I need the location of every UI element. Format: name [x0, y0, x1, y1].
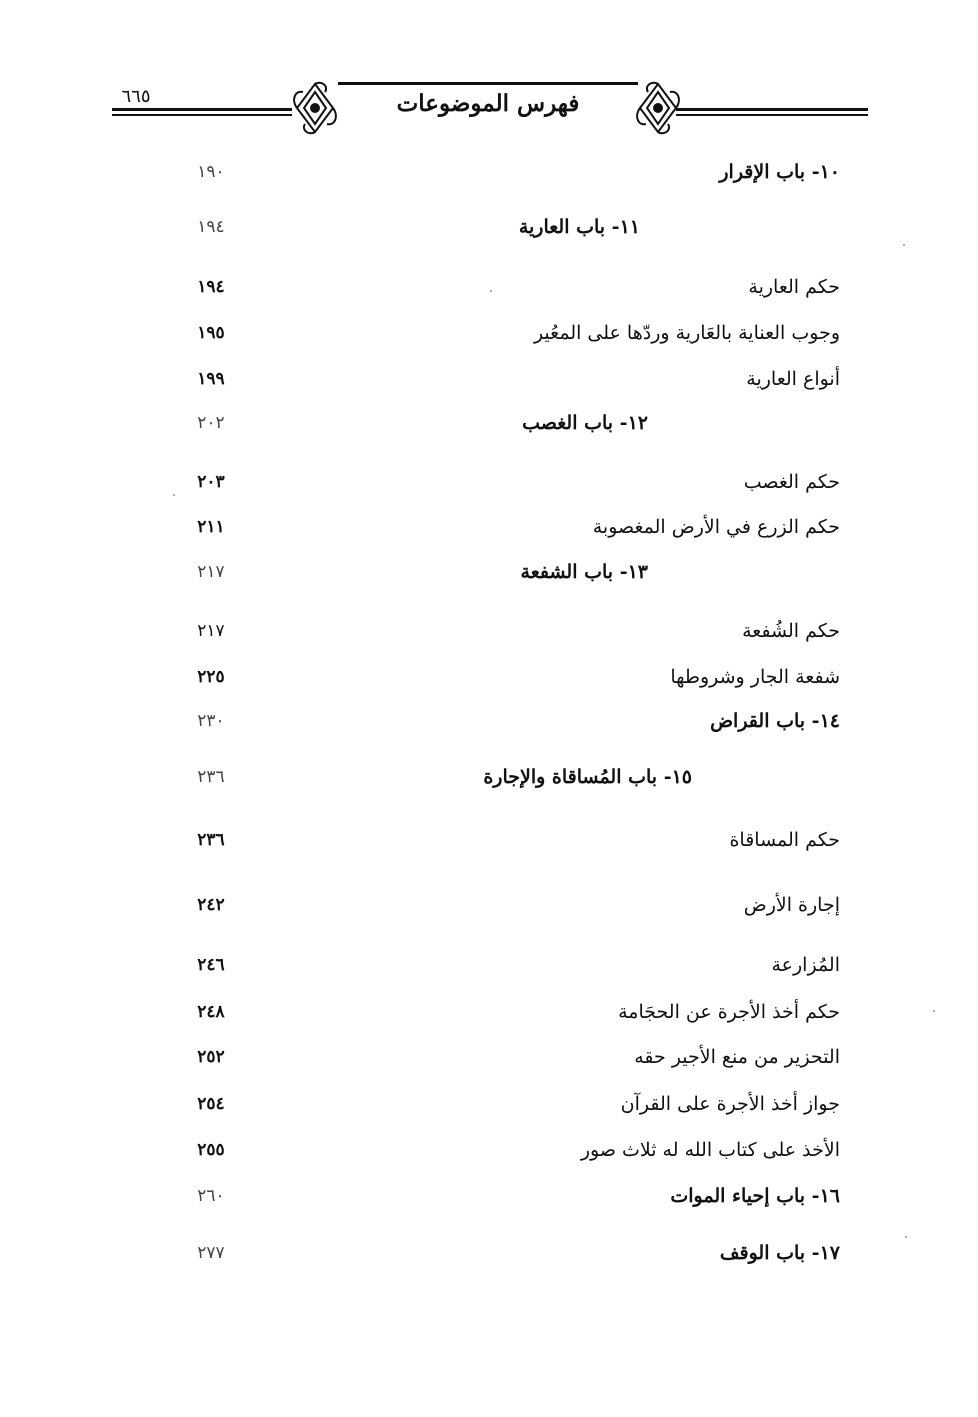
toc-entry-title: ١٦- باب إحياء الموات [670, 1185, 840, 1207]
scan-speck [490, 290, 492, 292]
toc-entry-page: ٢٧٧ [197, 1243, 225, 1263]
toc-entry-page: ٢١٧ [197, 562, 225, 582]
scan-speck [905, 1236, 907, 1238]
toc-entry-title: حكم أخذ الأجرة عن الحجَامة [618, 1001, 840, 1023]
toc-entry-page: ٢٥٥ [197, 1140, 225, 1160]
toc-entry [0, 888, 978, 922]
toc-entry-page: ١٩٠ [197, 162, 225, 182]
toc-entry-title: حكم الزرع في الأرض المغصوبة [592, 516, 840, 538]
toc-entry [0, 1236, 978, 1270]
toc-entry [0, 1133, 978, 1167]
toc-entry-page: ٢١١ [197, 517, 225, 537]
scan-speck [933, 1010, 935, 1012]
toc-entry [0, 1040, 978, 1074]
toc-entry [0, 614, 978, 648]
ornament-left-icon [291, 80, 339, 136]
toc-entry-page: ١٩٩ [197, 369, 225, 389]
toc-entry-page: ٢٤٨ [197, 1002, 225, 1022]
toc-entry-page: ٢٥٤ [197, 1094, 225, 1114]
toc-entry [0, 660, 978, 694]
toc-entry-title: ١١- باب العارية [518, 216, 640, 238]
toc-entry-page: ٢٤٦ [197, 955, 225, 975]
toc-entry [0, 823, 978, 857]
toc-entry-title: المُزارعة [771, 954, 840, 976]
toc-entry [0, 316, 978, 350]
toc-entry-page: ٢٣٦ [197, 767, 225, 787]
toc-entry-page: ١٩٥ [197, 323, 225, 343]
toc-entry-title: التحزير من منع الأجير حقه [634, 1046, 840, 1068]
toc-entry-title: أنواع العارية [746, 368, 840, 390]
toc-entry-title: إجارة الأرض [743, 894, 840, 916]
toc-entry [0, 406, 978, 440]
toc-entry-title: حكم الغصب [743, 471, 840, 493]
toc-entry-title: حكم الشُفعة [742, 620, 840, 642]
toc-entry [0, 995, 978, 1029]
toc-entry-page: ٢٤٢ [197, 895, 225, 915]
toc-entry [0, 155, 978, 189]
ornament-right-icon [634, 80, 682, 136]
toc-entry [0, 210, 978, 244]
header-rule-left [112, 108, 292, 116]
page-number: ٦٦٥ [121, 86, 151, 107]
toc-entry-page: ٢٣٠ [197, 711, 225, 731]
toc-entry-title: ١٣- باب الشفعة [520, 561, 648, 583]
toc-entry-title: ١٥- باب المُساقاة والإجارة [483, 766, 692, 788]
toc-entry-title: ١٧- باب الوقف [719, 1242, 840, 1264]
toc-entry-title: ١٢- باب الغصب [522, 412, 648, 434]
toc-entry-title: الأخذ على كتاب الله له ثلاث صور [580, 1139, 840, 1161]
toc-entry-title: ١٤- باب القراض [710, 710, 840, 732]
toc-entry-page: ٢٠٣ [197, 472, 225, 492]
toc-entry-page: ٢٢٥ [197, 667, 225, 687]
toc-entry [0, 760, 978, 794]
header-rule-right [676, 108, 868, 116]
toc-entry [0, 510, 978, 544]
toc-entry-page: ١٩٤ [197, 217, 225, 237]
toc-entry-title: ١٠- باب الإقرار [719, 161, 840, 183]
toc-entry-title: حكم المساقاة [729, 829, 840, 851]
page-header [0, 0, 978, 140]
header-rule-top [338, 82, 638, 85]
toc-entry [0, 948, 978, 982]
toc-entry [0, 704, 978, 738]
toc-entry-title: حكم العارية [748, 276, 840, 298]
toc-entry-page: ١٩٤ [197, 277, 225, 297]
toc-entry-page: ٢٠٢ [197, 413, 225, 433]
toc-entry [0, 1179, 978, 1213]
toc-entry [0, 555, 978, 589]
toc-entry-title: شفعة الجار وشروطها [670, 666, 840, 688]
scan-speck [173, 494, 175, 496]
scan-speck [903, 244, 905, 246]
toc-entry-title: جواز أخذ الأجرة على القرآن [620, 1093, 840, 1115]
toc-entry-page: ٢٦٠ [197, 1186, 225, 1206]
toc-entry-page: ٢٥٢ [197, 1047, 225, 1067]
toc-entry [0, 465, 978, 499]
toc-entry-page: ٢١٧ [197, 621, 225, 641]
toc-entry [0, 362, 978, 396]
toc-entry [0, 1087, 978, 1121]
page-title: فهرس الموضوعات [396, 90, 580, 117]
toc-entry-title: وجوب العناية بالعَارية وردّها على المعُير [533, 322, 840, 344]
toc-entry [0, 270, 978, 304]
toc-entry-page: ٢٣٦ [197, 830, 225, 850]
